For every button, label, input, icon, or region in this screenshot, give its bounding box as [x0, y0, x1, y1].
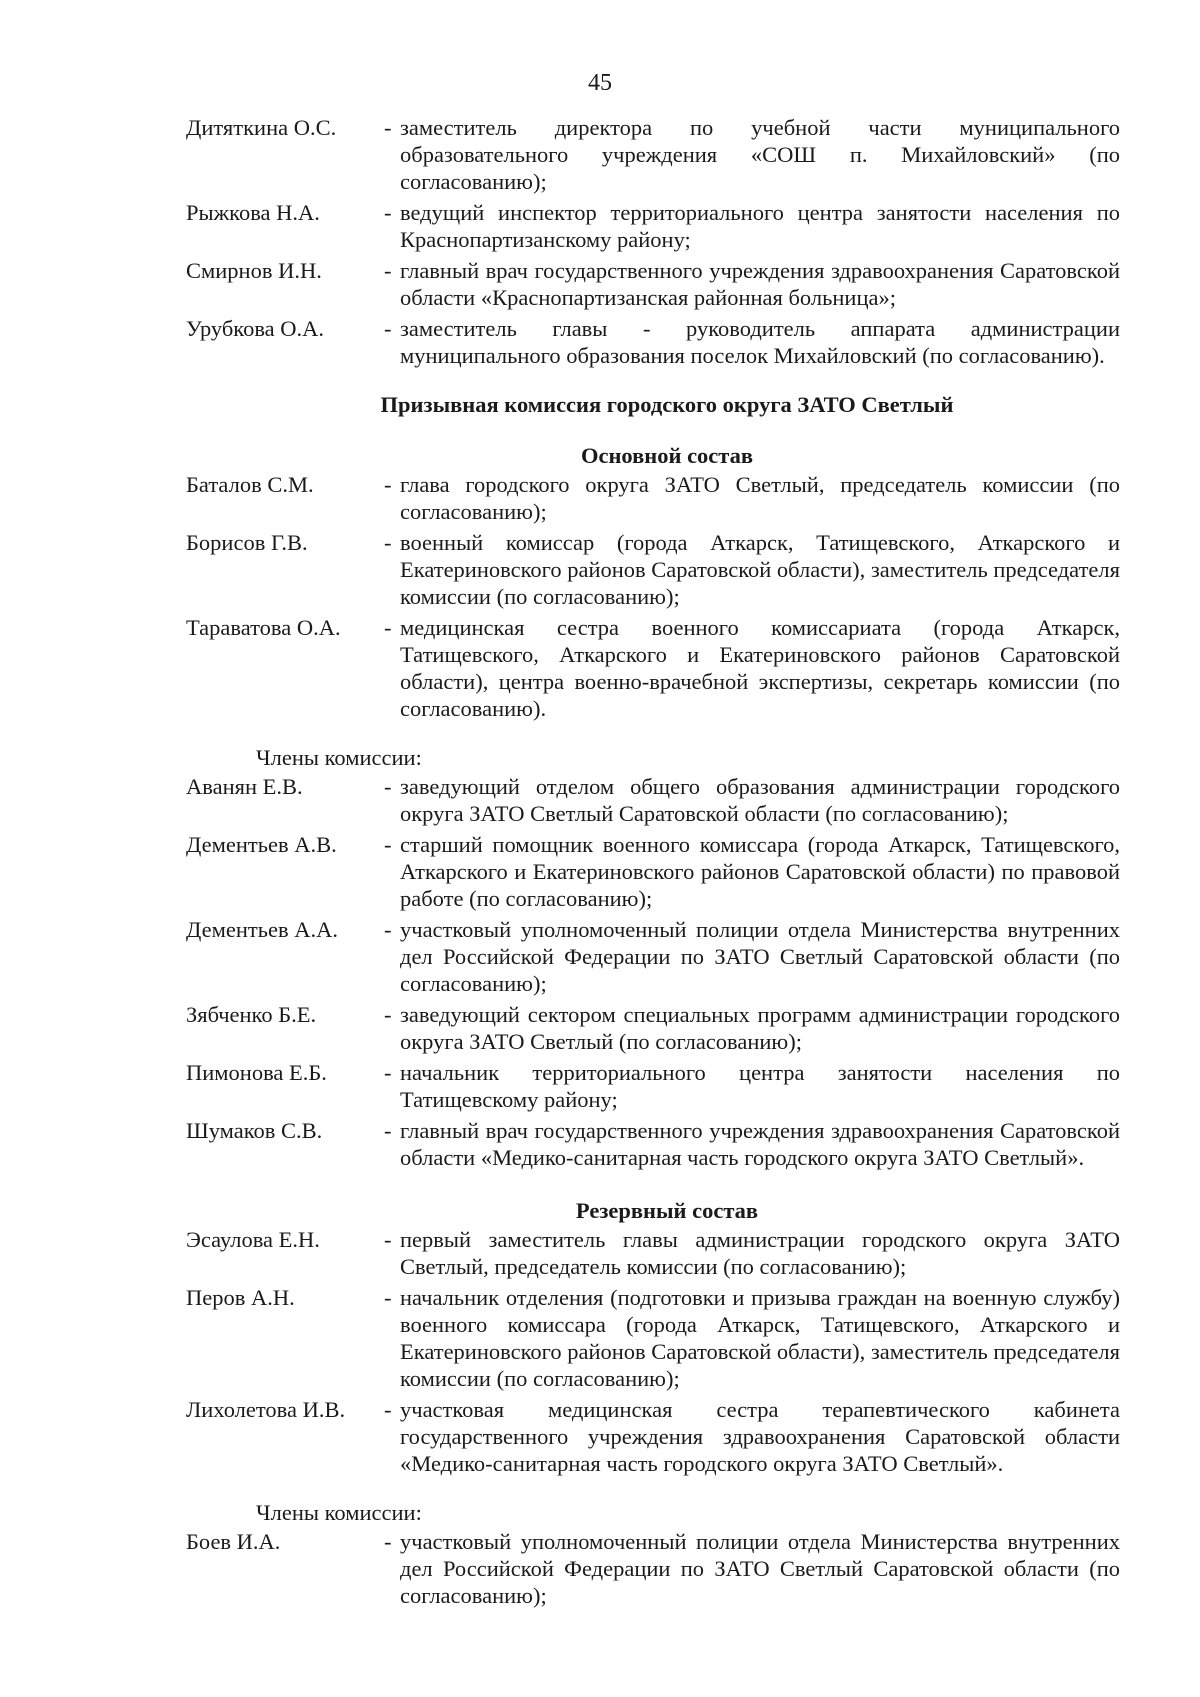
person-name: Аванян Е.В.: [186, 774, 303, 799]
person-position: главный врач государственного учреждения здравоохранения Саратовской области «Медико-санитарная часть городского округа ЗАТО Светлый».: [400, 1118, 1120, 1170]
dash-separator: -: [384, 472, 392, 497]
person-position: первый заместитель главы администрации городского округа ЗАТО Светлый, председатель комиссии (по согласованию);: [400, 1227, 1120, 1279]
person-name: Боев И.А.: [186, 1529, 281, 1554]
list-item: [186, 916, 1120, 997]
dash-separator: -: [384, 1060, 392, 1085]
person-name: Пимонова Е.Б.: [186, 1060, 327, 1085]
person-position: заместитель директора по учебной части муниципального образовательного учреждения «СОШ п. Михайловский» (по согласованию);: [400, 115, 1120, 194]
members-label: Члены комиссии:: [256, 745, 422, 770]
person-position: участковый уполномоченный полиции отдела Министерства внутренних дел Российской Федерации по ЗАТО Светлый Саратовской области (по согласованию);: [400, 1529, 1120, 1608]
dash-separator: -: [384, 1529, 392, 1554]
dash-separator: -: [384, 115, 392, 140]
person-name: Борисов Г.В.: [186, 530, 308, 555]
list-item: [186, 1059, 1120, 1113]
list-item: [186, 1117, 1120, 1171]
list-item: [186, 257, 1120, 311]
dash-separator: -: [384, 774, 392, 799]
list-item: [186, 1226, 1120, 1280]
person-name: Перов А.Н.: [186, 1285, 295, 1310]
person-name: Рыжкова Н.А.: [186, 200, 320, 225]
reserve-composition-heading: Резервный состав: [575, 1198, 759, 1223]
list-item: [186, 773, 1120, 827]
members-label: Члены комиссии:: [256, 1500, 422, 1525]
dash-separator: -: [384, 917, 392, 942]
person-position: старший помощник военного комиссара (города Аткарск, Татищевского, Аткарского и Екатериновского районов Саратовской области) по правовой работе (по согласованию);: [400, 832, 1120, 911]
list-item: [186, 114, 1120, 195]
list-item: [186, 614, 1120, 722]
list-item: [186, 1396, 1120, 1477]
dash-separator: -: [384, 530, 392, 555]
person-name: Дитяткина О.С.: [186, 115, 337, 140]
person-name: Смирнов И.Н.: [186, 258, 322, 283]
dash-separator: -: [384, 1118, 392, 1143]
person-name: Дементьев А.А.: [186, 917, 338, 942]
person-name: Дементьев А.В.: [186, 832, 337, 857]
document-body: [186, 114, 1120, 1613]
list-item: [186, 529, 1120, 610]
dash-separator: -: [384, 258, 392, 283]
person-position: начальник отделения (подготовки и призыва граждан на военную службу) военного комиссара (города Аткарск, Татищевского, Аткарского и Екатериновского районов Саратовской области), заместитель председателя комиссии (по согласованию);: [400, 1285, 1120, 1391]
person-position: заведующий отделом общего образования администрации городского округа ЗАТО Светлый Саратовской области (по согласованию);: [400, 774, 1120, 826]
person-name: Зябченко Б.Е.: [186, 1002, 317, 1027]
person-name: Урубкова О.А.: [186, 316, 325, 341]
main-composition-heading: Основной состав: [580, 443, 754, 468]
person-name: Шумаков С.В.: [186, 1118, 323, 1143]
person-name: Тараватова О.А.: [186, 615, 341, 640]
dash-separator: -: [384, 615, 392, 640]
person-position: начальник территориального центра занятости населения по Татищевскому району;: [400, 1060, 1120, 1112]
person-position: ведущий инспектор территориального центра занятости населения по Краснопартизанскому району;: [400, 200, 1120, 252]
list-item: [186, 831, 1120, 912]
person-position: участковый уполномоченный полиции отдела Министерства внутренних дел Российской Федерации по ЗАТО Светлый Саратовской области (по согласованию);: [400, 917, 1120, 996]
person-name: Баталов С.М.: [186, 472, 314, 497]
list-item: [186, 471, 1120, 525]
dash-separator: -: [384, 316, 392, 341]
person-position: участковая медицинская сестра терапевтического кабинета государственного учреждения здравоохранения Саратовской области «Медико-санитарная часть городского округа ЗАТО Светлый».: [400, 1397, 1120, 1476]
commission-title: Призывная комиссия городского округа ЗАТО Светлый: [380, 392, 954, 417]
person-position: заместитель главы - руководитель аппарата администрации муниципального образования поселок Михайловский (по согласованию).: [400, 316, 1120, 368]
person-name: Лихолетова И.В.: [186, 1397, 346, 1422]
person-position: заведующий сектором специальных программ администрации городского округа ЗАТО Светлый (по согласованию);: [400, 1002, 1120, 1054]
dash-separator: -: [384, 832, 392, 857]
dash-separator: -: [384, 1002, 392, 1027]
dash-separator: -: [384, 1397, 392, 1422]
person-position: военный комиссар (города Аткарск, Татищевского, Аткарского и Екатериновского районов Саратовской области), заместитель председателя комиссии (по согласованию);: [400, 530, 1120, 609]
person-position: медицинская сестра военного комиссариата (города Аткарск, Татищевского, Аткарского и Екатериновского районов Саратовской области), центра военно-врачебной экспертизы, секретарь комиссии (по согласованию).: [400, 615, 1120, 721]
list-item: [186, 315, 1120, 369]
list-item: [186, 1284, 1120, 1392]
page-number: 45: [588, 70, 612, 96]
dash-separator: -: [384, 1227, 392, 1252]
dash-separator: -: [384, 200, 392, 225]
list-item: [186, 199, 1120, 253]
dash-separator: -: [384, 1285, 392, 1310]
person-name: Эсаулова Е.Н.: [186, 1227, 320, 1252]
person-position: главный врач государственного учреждения здравоохранения Саратовской области «Краснопартизанская районная больница»;: [400, 258, 1120, 310]
list-item: [186, 1001, 1120, 1055]
list-item: [186, 1528, 1120, 1609]
person-position: глава городского округа ЗАТО Светлый, председатель комиссии (по согласованию);: [400, 472, 1120, 524]
